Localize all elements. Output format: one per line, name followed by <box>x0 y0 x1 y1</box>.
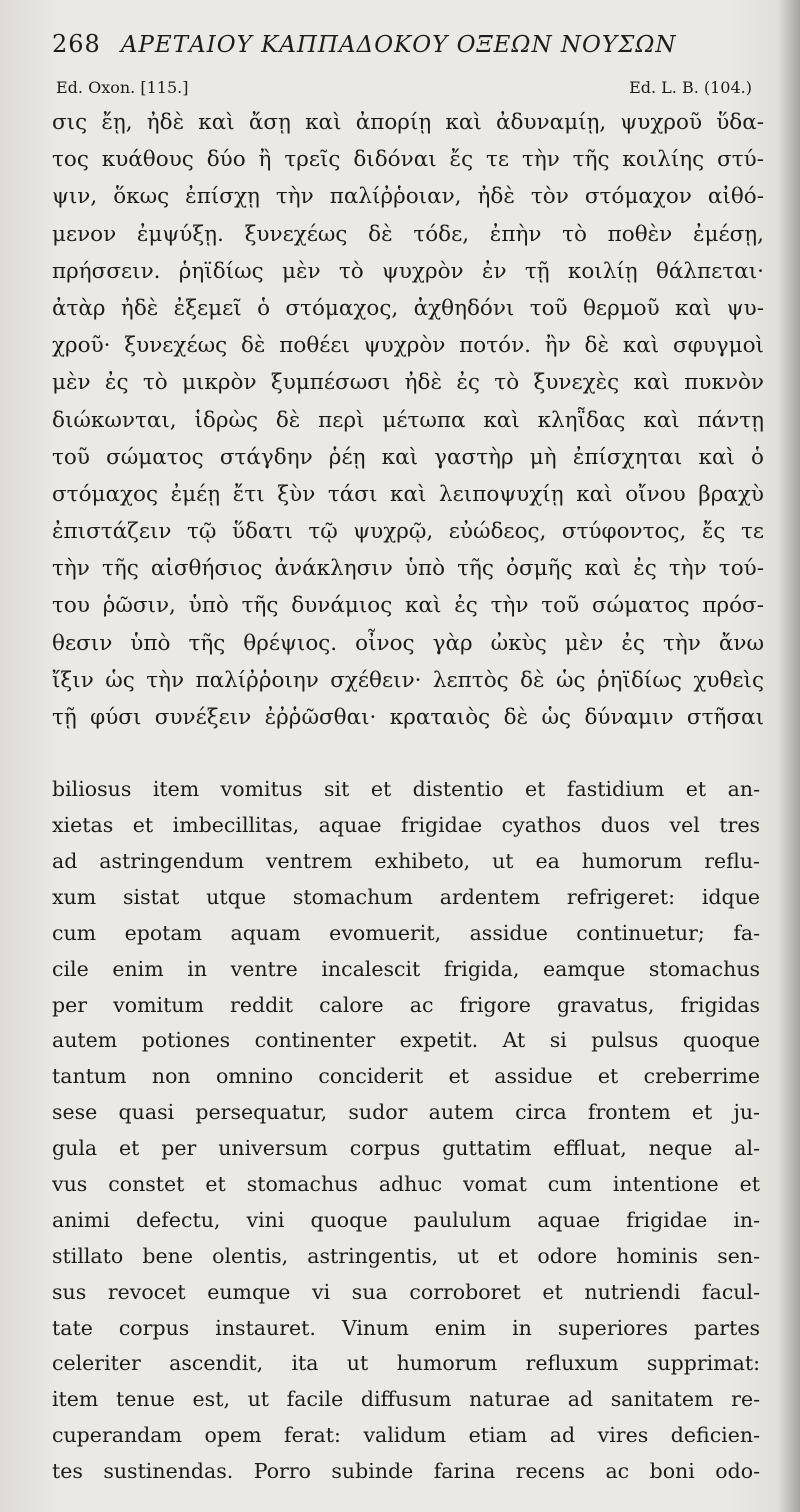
greek-text-line: μὲν ἐς τὸ μικρὸν ξυμπέσωσι ἠδὲ ἐς τὸ ξυνεχὲς καὶ πυκνὸν <box>52 370 764 396</box>
latin-text-line: sese quasi persequatur, sudor autem circa frontem et ju- <box>52 1100 760 1125</box>
latin-text-line: celeriter ascendit, ita ut humorum refluxum supprimat: <box>52 1351 760 1376</box>
latin-text-line: tate corpus instauret. Vinum enim in superiores partes <box>52 1315 760 1340</box>
greek-text-line: διώκωνται, ἱδρὼς δὲ περὶ μέτωπα καὶ κληῗδας καὶ πάντῃ <box>52 407 764 433</box>
latin-text-line: stillato bene olentis, astringentis, ut et odore hominis sen- <box>52 1243 760 1268</box>
edition-ref-oxon: Ed. Oxon. [115.] <box>56 78 189 97</box>
greek-text-line: ψιν, ὅκως ἐπίσχῃ τὴν παλίῤῥοιαν, ἠδὲ τὸν στόμαχον αἰθό- <box>52 184 764 210</box>
greek-text-line: πρήσσειν. ῥηϊδίως μὲν τὸ ψυχρὸν ἐν τῇ κοιλίῃ θάλπεται· <box>52 258 764 284</box>
latin-text-line: gula et per universum corpus guttatim effluat, neque al- <box>52 1136 760 1161</box>
latin-text-line: sus revocet eumque vi sua corroboret et nutriendi facul- <box>52 1279 760 1304</box>
running-head <box>52 30 772 70</box>
greek-text-line: ἴξιν ὡς τὴν παλίῤῥοιην σχέθειν· λεπτὸς δὲ ὡς ῥηϊδίως χυθεὶς <box>52 667 764 693</box>
greek-text-line: χροῦ· ξυνεχέως δὲ ποθέει ψυχρὸν ποτόν. ἢν δὲ καὶ σφυγμοὶ <box>52 333 764 359</box>
greek-text-line: του ῥῶσιν, ὑπὸ τῆς δυνάμιος καὶ ἐς τὴν τοῦ σώματος πρόσ- <box>52 593 764 619</box>
greek-text-line: ἀτὰρ ἠδὲ ἐξεμεῖ ὁ στόμαχος, ἀχθηδόνι τοῦ θερμοῦ καὶ ψυ- <box>52 295 764 321</box>
latin-text-line: xietas et imbecillitas, aquae frigidae cyathos duos vel tres <box>52 813 760 838</box>
greek-text-line: θεσιν ὑπὸ τῆς θρέψιος. οἶνος γὰρ ὠκὺς μὲν ἐς τὴν ἄνω <box>52 630 764 656</box>
greek-text-line: τῇ φύσι συνέξειν ἐῤῥῶσθαι· κραταιὸς δὲ ὡς δύναμιν στῆσαι <box>52 705 764 730</box>
latin-text-line: tes sustinendas. Porro subinde farina recens ac boni odo- <box>52 1459 760 1484</box>
greek-text-line: μενον ἐμψύξῃ. ξυνεχέως δὲ τόδε, ἐπὴν τὸ ποθὲν ἐμέσῃ, <box>52 221 764 247</box>
latin-text-line: item tenue est, ut facile diffusum naturae ad sanitatem re- <box>52 1387 760 1412</box>
latin-text-line: cuperandam opem ferat: validum etiam ad vires deficien- <box>52 1423 760 1448</box>
greek-text-line: τὴν τῆς αἰσθήσιος ἀνάκλησιν ὑπὸ τῆς ὀσμῆς καὶ ἐς τὴν τού- <box>52 556 764 582</box>
greek-text-line: ἐπιστάζειν τῷ ὕδατι τῷ ψυχρῷ, εὐώδεος, στύφοντος, ἔς τε <box>52 519 764 545</box>
page-number: 268 <box>52 30 101 58</box>
greek-text-line: τοῦ σώματος στάγδην ῥέῃ καὶ γαστὴρ μὴ ἐπίσχηται καὶ ὁ <box>52 444 764 470</box>
edition-ref-lb: Ed. L. B. (104.) <box>629 78 752 97</box>
latin-text-line: ad astringendum ventrem exhibeto, ut ea humorum reflu- <box>52 848 760 873</box>
latin-text-line: per vomitum reddit calore ac frigore gravatus, frigidas <box>52 992 760 1017</box>
greek-text-line: σις ἔῃ, ἠδὲ καὶ ἄσῃ καὶ ἀπορίῃ καὶ ἀδυναμίῃ, ψυχροῦ ὕδα- <box>52 110 764 135</box>
latin-text-line: biliosus item vomitus sit et distentio et fastidium et an- <box>52 777 760 802</box>
page-gutter-shadow <box>778 0 800 1512</box>
latin-translation-block <box>52 772 760 1490</box>
latin-text-line: autem potiones continenter expetit. At si pulsus quoque <box>52 1028 760 1053</box>
latin-text-line: xum sistat utque stomachum ardentem refrigeret: idque <box>52 884 760 909</box>
edition-references <box>56 78 772 100</box>
latin-text-line: cile enim in ventre incalescit frigida, eamque stomachus <box>52 956 760 981</box>
greek-text-line: τος κυάθους δύο ἢ τρεῖς διδόναι ἔς τε τὴν τῆς κοιλίης στύ- <box>52 147 764 173</box>
latin-text-line: tantum non omnino conciderit et assidue et creberrime <box>52 1064 760 1089</box>
running-title: ΑΡΕΤΑΙΟΥ ΚΑΠΠΑΔΟΚΟΥ ΟΞΕΩΝ ΝΟΥΣΩΝ <box>120 32 677 58</box>
latin-text-line: vus constet et stomachus adhuc vomat cum intentione et <box>52 1171 760 1196</box>
latin-text-line: animi defectu, vini quoque paululum aquae frigidae in- <box>52 1207 760 1232</box>
greek-text-line: στόμαχος ἐμέῃ ἔτι ξὺν τάσι καὶ λειποψυχίῃ καὶ οἴνου βραχὺ <box>52 481 764 507</box>
greek-text-block <box>52 104 764 736</box>
latin-text-line: cum epotam aquam evomuerit, assidue continuetur; fa- <box>52 920 760 945</box>
